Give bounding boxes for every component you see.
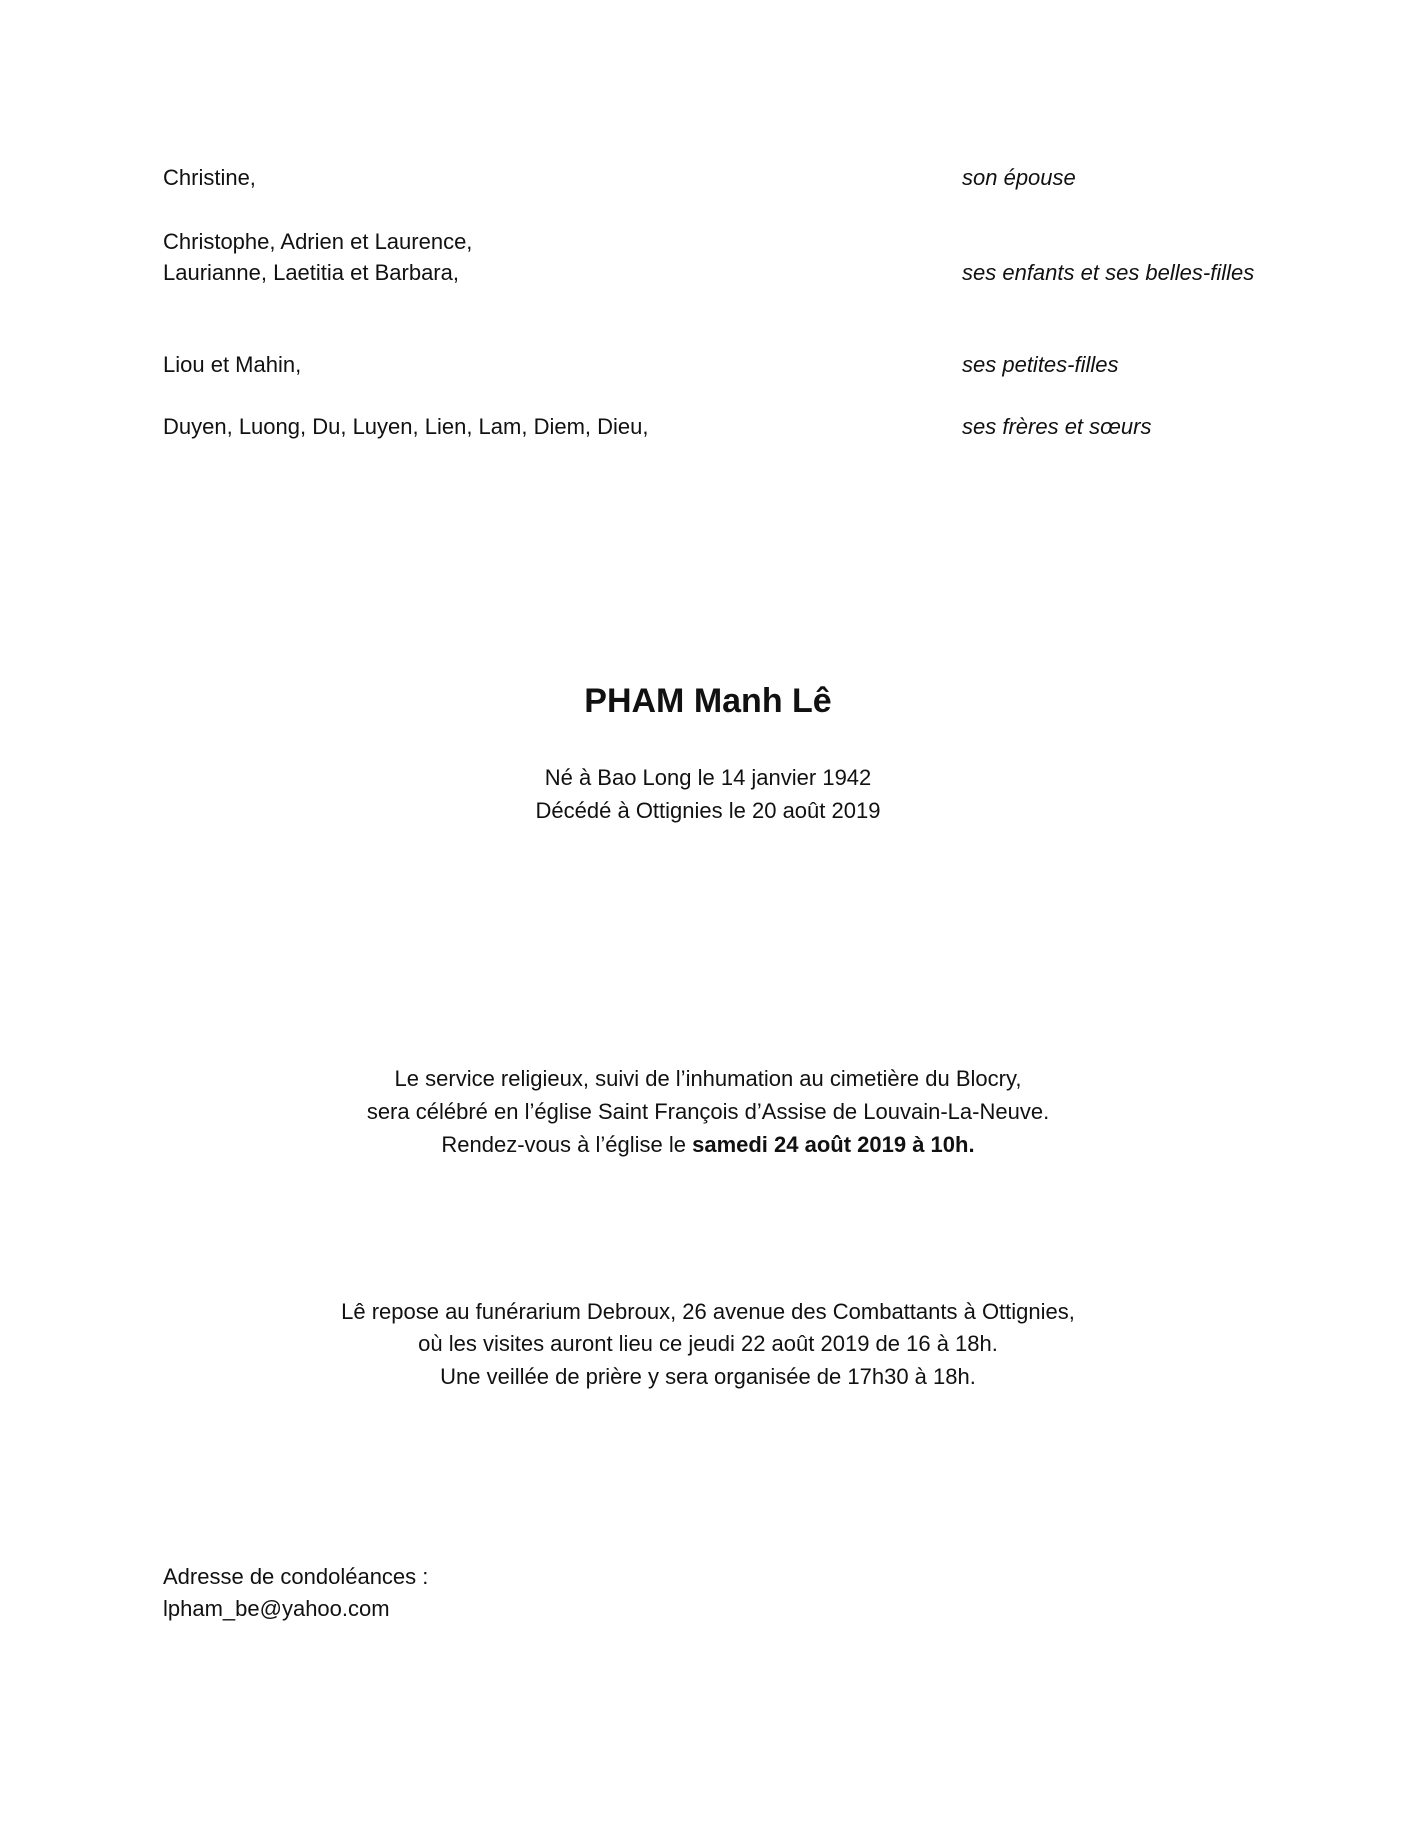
siblings-names: Duyen, Luong, Du, Luyen, Lien, Lam, Diem, Dieu, xyxy=(163,414,649,439)
deceased-name: PHAM Manh Lê xyxy=(584,682,832,720)
visitation-line-1: Lê repose au funérarium Debroux, 26 avenue des Combattants à Ottignies, xyxy=(341,1299,1075,1324)
condolences-email[interactable]: lpham_be@yahoo.com xyxy=(163,1596,390,1621)
children-names-line1: Christophe, Adrien et Laurence, xyxy=(163,229,473,254)
birth-info: Né à Bao Long le 14 janvier 1942 xyxy=(544,765,872,790)
spouse-name: Christine, xyxy=(163,165,256,190)
service-line-3-prefix: Rendez-vous à l’église le xyxy=(441,1132,693,1157)
children-names-line2: Laurianne, Laetitia et Barbara, xyxy=(163,260,459,285)
visitation-line-2: où les visites auront lieu ce jeudi 22 août 2019 de 16 à 18h. xyxy=(418,1331,998,1356)
visitation-line-3: Une veillée de prière y sera organisée de 17h30 à 18h. xyxy=(440,1364,976,1389)
death-info: Décédé à Ottignies le 20 août 2019 xyxy=(535,798,881,823)
spouse-relation: son épouse xyxy=(962,165,1076,190)
children-relation: ses enfants et ses belles-filles xyxy=(962,260,1255,285)
service-line-3 xyxy=(0,1129,1416,1161)
service-line-1: Le service religieux, suivi de l’inhumation au cimetière du Blocry, xyxy=(394,1066,1022,1091)
condolences-label: Adresse de condoléances : xyxy=(163,1564,429,1589)
grandchildren-names: Liou et Mahin, xyxy=(163,352,302,377)
siblings-relation: ses frères et sœurs xyxy=(962,414,1152,439)
service-date-time: samedi 24 août 2019 à 10h. xyxy=(692,1132,975,1157)
service-line-2: sera célébré en l’église Saint François d’Assise de Louvain-La-Neuve. xyxy=(366,1099,1050,1124)
grandchildren-relation: ses petites-filles xyxy=(962,352,1119,377)
